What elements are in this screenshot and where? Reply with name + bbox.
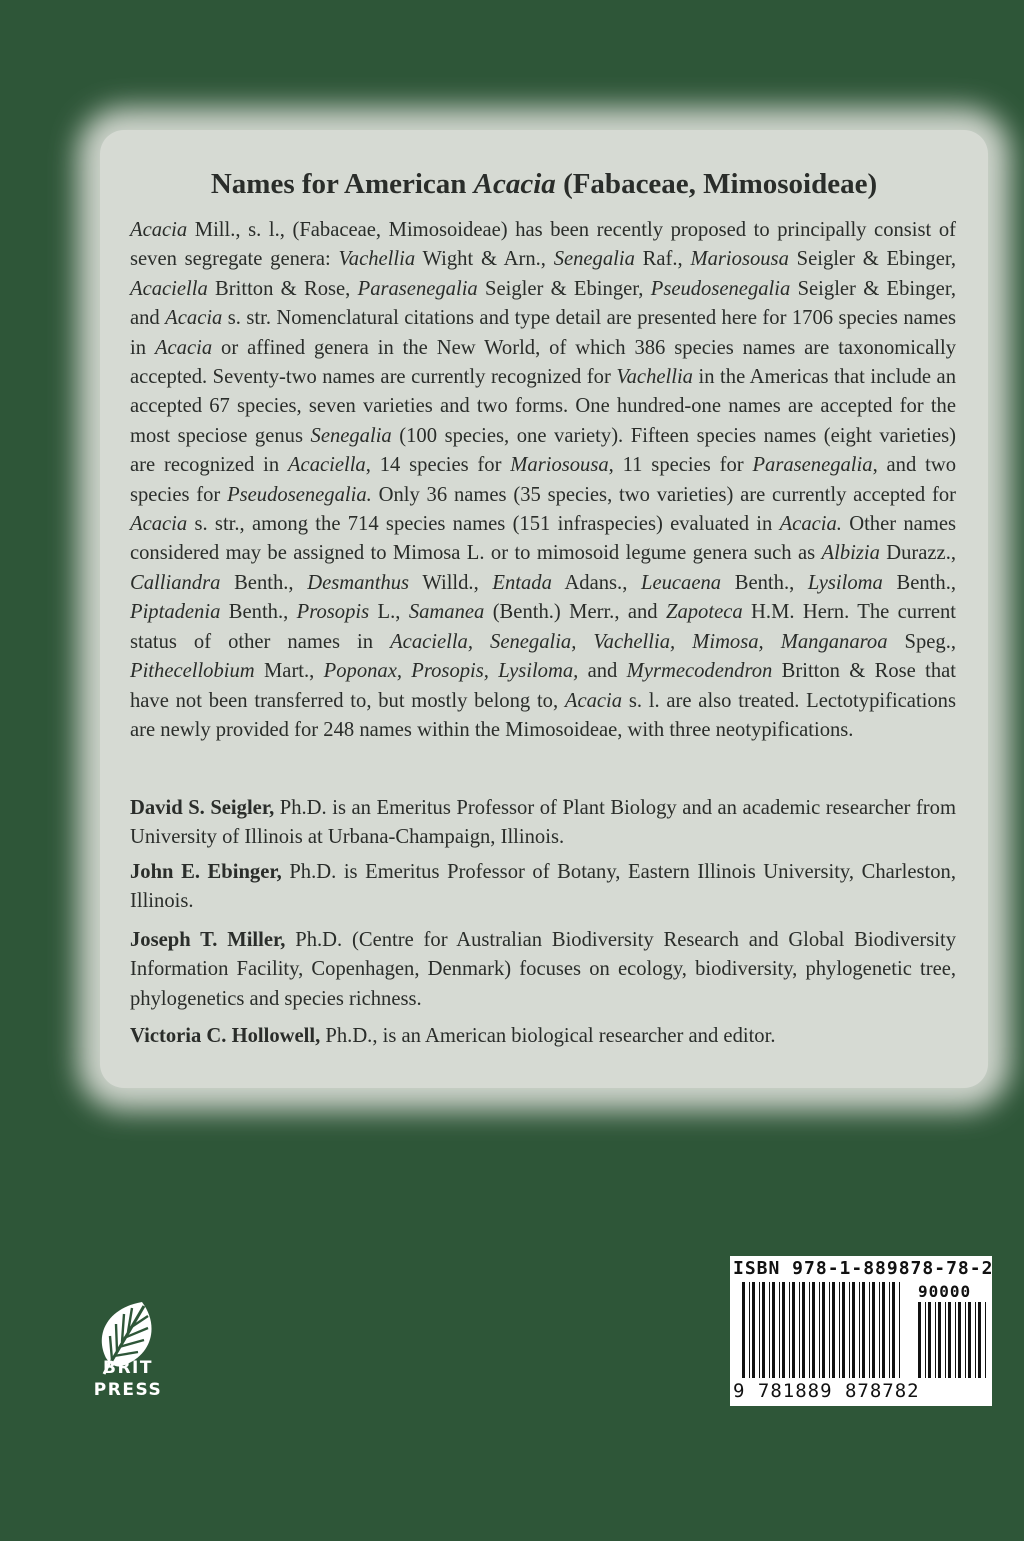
italic-term: Samanea — [408, 601, 485, 624]
barcode-bar — [935, 1302, 936, 1378]
barcode-bar — [839, 1282, 840, 1378]
italic-term: Zapoteca — [666, 601, 743, 624]
abstract-text: (100 species, one variety). Fifteen species names (eight varieties) are recognized in — [130, 424, 956, 477]
abstract-text: , and two species for — [130, 454, 956, 506]
barcode-bar — [769, 1282, 770, 1378]
title-italic: Acacia — [473, 168, 556, 200]
italic-term: Calliandra — [130, 571, 221, 594]
italic-term: Senegalia — [553, 248, 635, 271]
italic-term: Lysiloma — [807, 571, 883, 594]
barcode-bar — [799, 1282, 800, 1378]
abstract-text: in the Americas that include an accepted 67 species, seven varieties and two forms. One hundred-one names are accepted for the most speciose genus — [130, 366, 956, 447]
italic-term: Prosopis — [296, 601, 370, 624]
barcode-bar — [792, 1282, 795, 1378]
barcode-bar — [869, 1282, 870, 1378]
italic-term: Pithecellobium — [130, 660, 255, 683]
italic-term: Vachellia — [338, 248, 416, 271]
abstract-text: , 14 species for — [365, 454, 511, 477]
author-name: Joseph T. Miller, — [130, 929, 286, 951]
abstract-text: Speg., — [887, 630, 956, 653]
abstract-text: s. str., among the 714 species names (151 infraspecies) evaluated in — [187, 513, 780, 536]
abstract-text: or affined genera in the New World, of which 386 species names are taxonomically accepted. Seventy-two names are currently recognized for — [130, 336, 957, 389]
barcode-bar — [925, 1302, 926, 1378]
abstract-text: Adans., — [551, 571, 642, 594]
barcode-bar — [849, 1282, 850, 1378]
abstract-text: Only 36 names (35 species, two varieties) are currently accepted for — [371, 483, 956, 506]
italic-term: Acacia — [130, 219, 188, 241]
barcode-bar — [859, 1282, 860, 1378]
abstract-text: Mill., s. l., (Fabaceae, Mimosoideae) has been recently proposed to principally consist of seven segregate genera: — [130, 219, 956, 271]
barcode-bar — [852, 1282, 855, 1378]
barcode-bar — [938, 1302, 941, 1378]
barcode-bar — [779, 1282, 780, 1378]
italic-term: Desmanthus — [307, 571, 410, 594]
barcode-bar — [948, 1302, 951, 1378]
barcode-bar — [955, 1302, 956, 1378]
barcode-bar — [832, 1282, 835, 1378]
author-bio-text: Ph.D. is Emeritus Professor of Botany, Eastern Illinois University, Charleston, Illinois. — [130, 861, 956, 913]
abstract-text: Britton & Rose that have not been transferred to, but mostly belong to, — [130, 660, 957, 712]
barcode-bar — [892, 1282, 895, 1378]
abstract-text: Seigler & Ebinger, and — [130, 277, 957, 330]
barcode-bar — [978, 1302, 981, 1378]
italic-term: Myrmecodendron — [626, 660, 773, 683]
barcode-bar — [918, 1302, 921, 1378]
italic-term: Acacia. — [779, 513, 842, 536]
barcode-bar — [965, 1302, 966, 1378]
barcode-bar — [975, 1302, 976, 1378]
barcode-bar — [889, 1282, 890, 1378]
italic-term: Albizia — [821, 542, 880, 565]
italic-term: Acacia — [154, 336, 213, 359]
abstract-text: L., — [369, 601, 409, 624]
title-rest: (Fabaceae, Mimosoideae) — [555, 168, 878, 200]
italic-term: Parasenegalia — [752, 454, 873, 477]
abstract-text: Benth., — [882, 571, 956, 594]
abstract-text: Wight & Arn., — [415, 248, 554, 271]
italic-term: Leucaena — [641, 571, 722, 594]
italic-term: Entada — [492, 571, 552, 594]
author-bio-text: Ph.D., is an American biological researcher and editor. — [320, 1025, 776, 1047]
barcode-bar — [809, 1282, 810, 1378]
abstract-text: Benth., — [220, 571, 308, 594]
abstract-text: Benth., — [220, 601, 297, 624]
abstract-text: Other names considered may be assigned to Mimosa L. or to mimosoid legume genera such as — [130, 513, 956, 565]
barcode-bar — [772, 1282, 775, 1378]
barcode-bar — [899, 1282, 900, 1378]
barcode-bar — [819, 1282, 820, 1378]
italic-term: Poponax, Prosopis, Lysiloma, — [323, 660, 579, 683]
barcode-bar — [958, 1302, 961, 1378]
barcode-bar — [882, 1282, 885, 1378]
abstract-text: Mart., — [254, 660, 324, 683]
abstract-text: (Benth.) Merr., and — [484, 601, 666, 624]
italic-term: Pseudosenegalia. — [227, 483, 372, 506]
barcode-bar — [968, 1302, 971, 1378]
barcode-bar — [945, 1302, 946, 1378]
abstract-text: Willd., — [409, 571, 493, 594]
italic-term: Piptadenia — [130, 601, 221, 624]
italic-term: Pseudosenegalia — [650, 277, 791, 300]
barcode-bar — [752, 1282, 755, 1378]
barcode-bar — [879, 1282, 880, 1378]
abstract-text: , 11 species for — [608, 454, 753, 477]
abstract-text: Benth., — [721, 571, 808, 594]
barcode-bar — [872, 1282, 875, 1378]
italic-term: Acaciella, Senegalia, Vachellia, Mimosa, Manganaroa — [390, 630, 888, 653]
title-plain: Names for American — [210, 168, 474, 200]
author-name: John E. Ebinger, — [130, 861, 282, 883]
italic-term: Acacia — [130, 513, 188, 536]
barcode-bar — [822, 1282, 825, 1378]
abstract-text: Britton & Rose, — [207, 277, 358, 300]
italic-term: Acaciella — [130, 277, 208, 300]
italic-term: Mariosousa — [690, 248, 789, 271]
publisher-name-line1: BRIT — [103, 1358, 153, 1378]
price-addon-label: 90000 — [918, 1282, 972, 1301]
author-bio-text: Ph.D. (Centre for Australian Biodiversity Research and Global Biodiversity Information Facility, Copenhagen, Denmark) focuses on ecology, biodiversity, phylogenetic tree, phylogenetics and species richness. — [130, 929, 957, 1010]
abstract-text: Raf., — [634, 248, 691, 271]
barcode-bar — [985, 1302, 986, 1378]
barcode-bar — [802, 1282, 805, 1378]
author-bio-text: Ph.D. is an Emeritus Professor of Plant Biology and an academic researcher from University of Illinois at Urbana-Champaign, Illinois. — [130, 797, 956, 849]
barcode-bar — [742, 1282, 745, 1378]
ean-number: 9 781889 878782 — [733, 1380, 920, 1402]
barcode-bar — [862, 1282, 865, 1378]
author-name: Victoria C. Hollowell, — [130, 1025, 321, 1047]
author-name: David S. Seigler, — [130, 797, 275, 819]
abstract-text: Seigler & Ebinger, — [477, 277, 651, 300]
italic-term: Vachellia — [616, 366, 693, 389]
barcode-bar — [749, 1282, 750, 1378]
italic-term: Acacia — [564, 689, 623, 712]
italic-term: Acacia — [165, 307, 223, 330]
barcode-bar — [842, 1282, 845, 1378]
italic-term: Parasenegalia — [357, 277, 478, 300]
publisher-name-line2: PRESS — [93, 1380, 163, 1400]
barcode-bar — [762, 1282, 765, 1378]
barcode-bar — [928, 1302, 931, 1378]
abstract-text: s. l. are also treated. Lectotypifications are newly provided for 248 names within the Mimosoideae, with three neotypifications. — [130, 689, 956, 741]
barcode-bars — [742, 1282, 900, 1378]
abstract-text: Seigler & Ebinger, — [788, 248, 957, 271]
addon-bars — [918, 1302, 986, 1378]
abstract-text: Durazz., — [879, 542, 956, 565]
abstract-text: s. str. Nomenclatural citations and type detail are presented here for 1706 species names in — [130, 307, 956, 359]
barcode-bar — [789, 1282, 790, 1378]
italic-term: Senegalia — [310, 424, 392, 447]
barcode-bar — [829, 1282, 830, 1378]
abstract-text: H.M. Hern. The current status of other names in — [130, 601, 956, 653]
isbn-label: ISBN 978-1-889878-78-2 — [733, 1258, 994, 1279]
barcode-bar — [782, 1282, 785, 1378]
barcode-bar — [759, 1282, 760, 1378]
abstract-text: and — [578, 660, 627, 683]
italic-term: Mariosousa — [510, 454, 609, 477]
italic-term: Acaciella — [287, 454, 366, 477]
barcode-bar — [812, 1282, 815, 1378]
